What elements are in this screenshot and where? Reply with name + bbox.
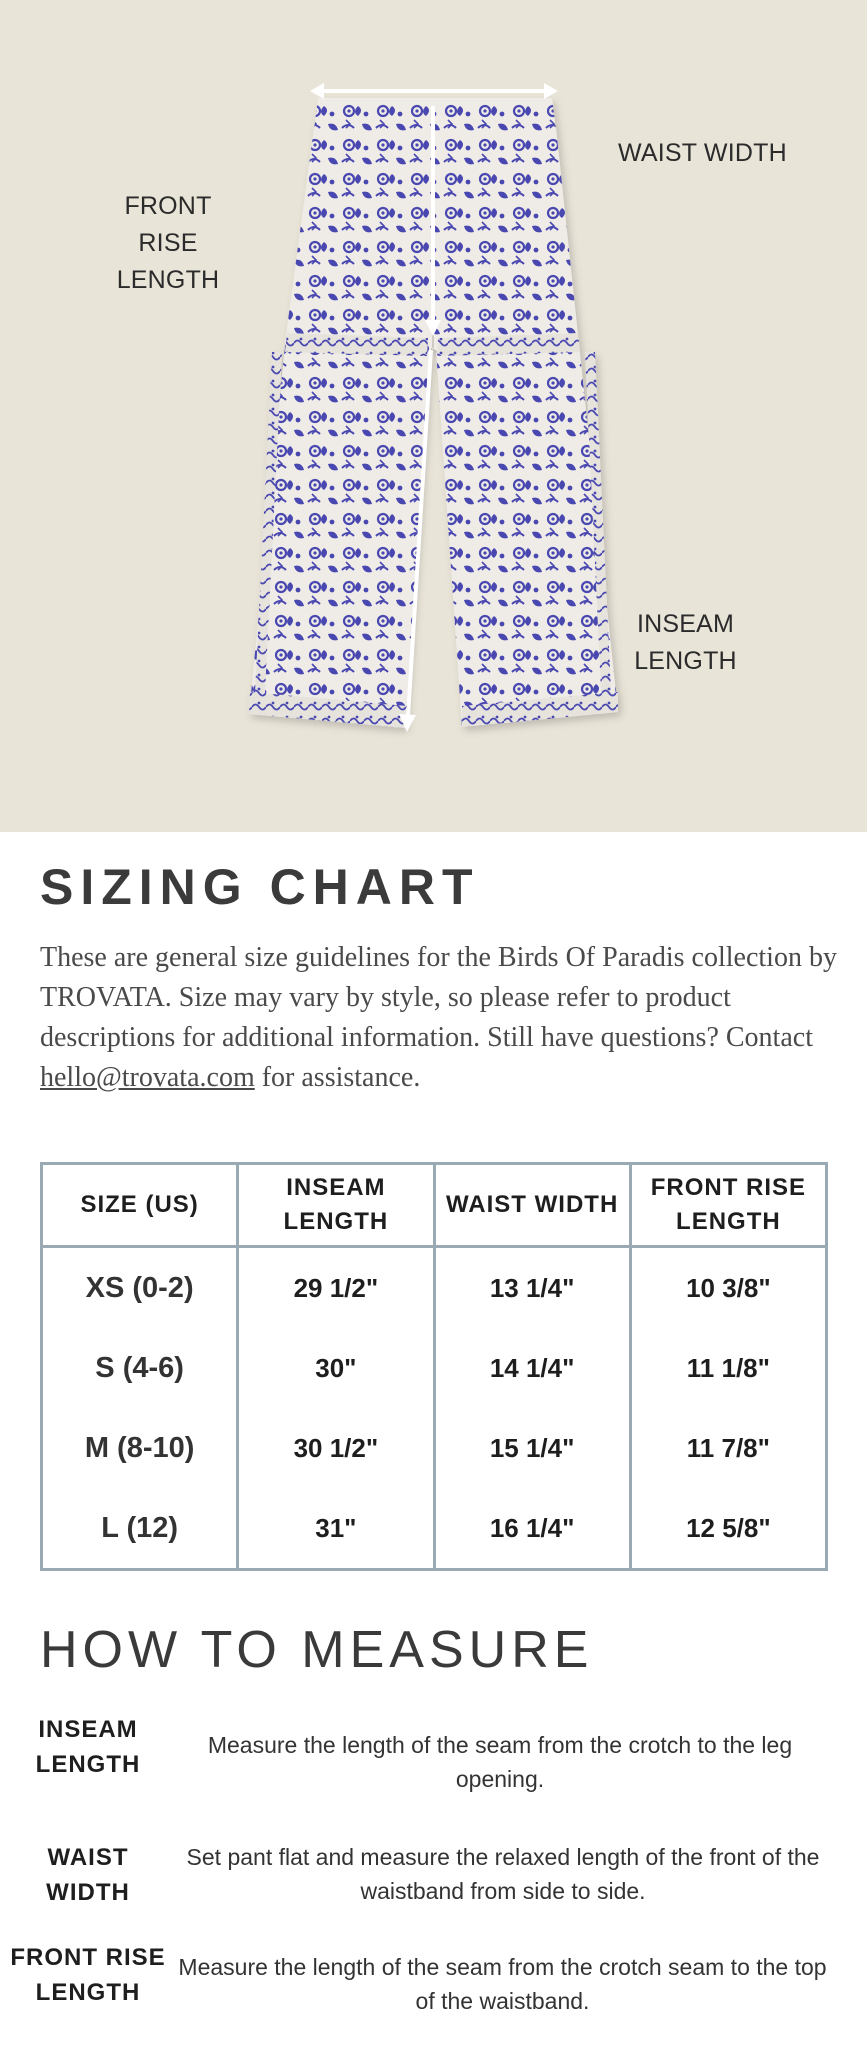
size-cell: L (12) (42, 1488, 238, 1570)
sizing-chart-title: SIZING CHART (40, 859, 480, 915)
intro-suffix: for assistance. (254, 1062, 421, 1093)
table-row (42, 1408, 827, 1488)
inseam-label: INSEAM LENGTH (634, 610, 737, 675)
size-cell: M (8-10) (42, 1408, 238, 1488)
measure-description: Set pant flat and measure the relaxed length of the front of the waistband from side to side. (186, 1844, 820, 1904)
front-rise-label: FRONT RISE LENGTH (116, 192, 220, 294)
size-cell: S (4-6) (42, 1328, 238, 1408)
front-rise-cell: 12 5/8" (630, 1488, 826, 1570)
contact-email-link[interactable]: hello@trovata.com (40, 1062, 255, 1093)
waist-cell: 13 1/4" (434, 1247, 630, 1329)
header-inseam: INSEAM LENGTH (238, 1164, 434, 1247)
table-row (42, 1328, 827, 1408)
how-to-measure-title: HOW TO MEASURE (40, 1621, 594, 1679)
inseam-cell: 30 1/2" (238, 1408, 434, 1488)
header-waist: WAIST WIDTH (434, 1164, 630, 1247)
waist-width-label: WAIST WIDTH (618, 139, 787, 167)
header-front-rise: FRONT RISE LENGTH (630, 1164, 826, 1247)
waist-cell: 14 1/4" (434, 1328, 630, 1408)
table-row (42, 1488, 827, 1570)
inseam-cell: 31" (238, 1488, 434, 1570)
pants-illustration (0, 0, 867, 832)
intro-text: These are general size guidelines for the Birds Of Paradis collection by TROVATA. Size may vary by style, so please refer to product descriptions for additional information. Still have questions? Contact (40, 942, 837, 1053)
size-cell: XS (0-2) (42, 1247, 238, 1329)
front-rise-cell: 11 7/8" (630, 1408, 826, 1488)
measure-description: Measure the length of the seam from the crotch to the leg opening. (207, 1732, 793, 1792)
header-size: SIZE (US) (42, 1164, 238, 1247)
front-rise-cell: 10 3/8" (630, 1247, 826, 1329)
size-table (40, 1162, 828, 1571)
measure-label: WAIST WIDTH (46, 1844, 130, 1906)
measure-label: INSEAM LENGTH (35, 1716, 141, 1778)
sizing-intro (40, 938, 840, 1098)
waist-cell: 16 1/4" (434, 1488, 630, 1570)
product-hero-image (0, 0, 867, 832)
waist-cell: 15 1/4" (434, 1408, 630, 1488)
measure-description: Measure the length of the seam from the crotch seam to the top of the waistband. (178, 1954, 827, 2014)
table-header-row (42, 1164, 827, 1247)
waist-width-arrow (310, 83, 558, 99)
inseam-cell: 29 1/2" (238, 1247, 434, 1329)
front-rise-cell: 11 1/8" (630, 1328, 826, 1408)
measure-label: FRONT RISE LENGTH (10, 1944, 166, 2006)
table-row (42, 1247, 827, 1329)
inseam-cell: 30" (238, 1328, 434, 1408)
